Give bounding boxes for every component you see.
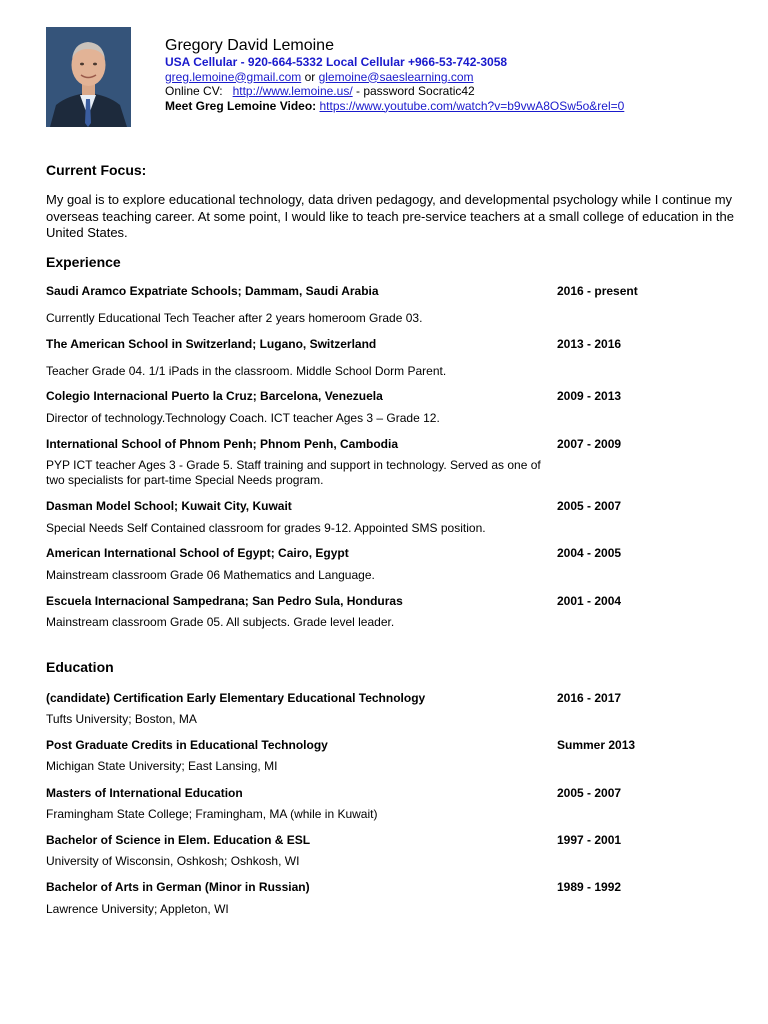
video-link[interactable]: https://www.youtube.com/watch?v=b9vwA8OSw5o&rel=0 (319, 98, 625, 113)
experience-title: Saudi Aramco Expatriate Schools; Dammam, Saudi Arabia (46, 284, 379, 298)
experience-title: American International School of Egypt; Cairo, Egypt (46, 546, 349, 560)
experience-title: Dasman Model School; Kuwait City, Kuwait (46, 499, 292, 513)
online-cv-link[interactable]: http://www.lemoine.us/ (232, 84, 353, 98)
education-title: Bachelor of Science in Elem. Education & ESL (46, 833, 311, 847)
experience-title: Colegio Internacional Puerto la Cruz; Barcelona, Venezuela (46, 389, 383, 403)
education-dates: 1989 - 1992 (557, 880, 622, 894)
online-cv-label: Online CV: (165, 84, 233, 98)
education-dates: 2016 - 2017 (557, 691, 622, 705)
education-dates: 1997 - 2001 (557, 833, 622, 847)
online-cv-line (165, 84, 745, 99)
education-title: Masters of International Education (46, 786, 243, 800)
experience-dates: 2005 - 2007 (557, 499, 622, 513)
education-dates: 2005 - 2007 (557, 786, 622, 800)
education-institution: Framingham State College; Framingham, MA (while in Kuwait) (46, 807, 378, 821)
education-institution: University of Wisconsin, Oshkosh; Oshkosh, WI (46, 854, 300, 868)
experience-description: Teacher Grade 04. 1/1 iPads in the classroom. Middle School Dorm Parent. (46, 364, 447, 378)
resume-header (165, 37, 745, 113)
education-title: Post Graduate Credits in Educational Technology (46, 738, 328, 752)
education-institution: Lawrence University; Appleton, WI (46, 902, 229, 916)
experience-description: Mainstream classroom Grade 06 Mathematics and Language. (46, 568, 375, 582)
video-label: Meet Greg Lemoine Video: (165, 98, 320, 113)
experience-dates: 2016 - present (557, 284, 638, 298)
candidate-name: Gregory David Lemoine (165, 37, 334, 54)
education-title: Bachelor of Arts in German (Minor in Russian) (46, 880, 310, 894)
experience-description: Special Needs Self Contained classroom for grades 9-12. Appointed SMS position. (46, 521, 486, 535)
current-focus-heading: Current Focus: (46, 162, 147, 178)
experience-description: Mainstream classroom Grade 05. All subjects. Grade level leader. (46, 615, 395, 629)
education-institution: Michigan State University; East Lansing, MI (46, 759, 278, 773)
experience-heading: Experience (46, 254, 121, 270)
education-heading: Education (46, 659, 114, 675)
experience-title: The American School in Switzerland; Lugano, Switzerland (46, 337, 377, 351)
phone-line: USA Cellular - 920-664-5332 Local Cellular +966-53-742-3058 (165, 55, 508, 69)
education-institution: Tufts University; Boston, MA (46, 712, 197, 726)
email-link-saes[interactable]: glemoine@saeslearning.com (318, 69, 474, 84)
experience-description: Currently Educational Tech Teacher after 2 years homeroom Grade 03. (46, 311, 423, 325)
email-line (165, 70, 745, 85)
experience-dates: 2007 - 2009 (557, 437, 622, 451)
experience-dates: 2001 - 2004 (557, 594, 622, 608)
profile-photo (46, 27, 131, 127)
experience-description: Director of technology.Technology Coach. ICT teacher Ages 3 – Grade 12. (46, 411, 440, 425)
experience-title: International School of Phnom Penh; Phnom Penh, Cambodia (46, 437, 399, 451)
video-line (165, 99, 745, 114)
experience-dates: 2009 - 2013 (557, 389, 622, 403)
experience-dates: 2013 - 2016 (557, 337, 622, 351)
experience-dates: 2004 - 2005 (557, 546, 622, 560)
education-dates: Summer 2013 (557, 738, 636, 752)
experience-description: PYP ICT teacher Ages 3 - Grade 5. Staff training and support in technology. Served as one of two specialists for part-time Special Needs program. (46, 458, 541, 487)
email-link-gmail[interactable]: greg.lemoine@gmail.com (165, 69, 302, 84)
email-separator: or (301, 69, 319, 84)
experience-title: Escuela Internacional Sampedrana; San Pedro Sula, Honduras (46, 594, 403, 608)
online-cv-password: - password Socratic42 (352, 84, 475, 98)
current-focus-text: My goal is to explore educational technology, data driven pedagogy, and developmental psychology while I continue my overseas teaching career. At some point, I would like to teach pre-service teachers at a small college of education in the United States. (46, 192, 734, 240)
education-title: (candidate) Certification Early Elementary Educational Technology (46, 691, 426, 705)
